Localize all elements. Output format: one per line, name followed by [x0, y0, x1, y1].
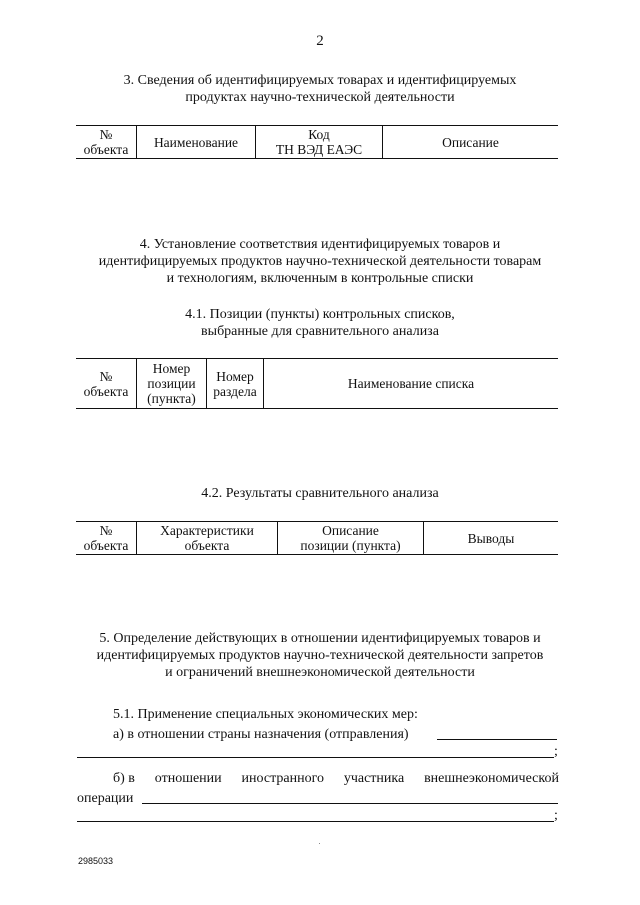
col-object-number	[76, 522, 137, 555]
item-a-fill-line-2[interactable]	[77, 757, 554, 758]
header-text: Номер	[152, 361, 191, 376]
col-conclusions: Выводы	[424, 522, 559, 555]
header-text: (пункта)	[147, 391, 196, 406]
header-text: позиции	[147, 376, 196, 391]
header-text: Код	[308, 127, 330, 142]
control-list-positions-table	[76, 358, 558, 409]
item-b-word: внешнеэкономической	[424, 771, 559, 786]
section4-title-line: идентифицируемых продуктов научно-технической деятельности товарам	[98, 254, 542, 269]
item-b-word: иностранного	[241, 771, 324, 786]
item-b-word: участника	[343, 771, 405, 786]
col-position-number	[137, 359, 207, 409]
section5-title-line: идентифицируемых продуктов научно-технической деятельности запретов	[96, 648, 544, 663]
header-text: №	[99, 368, 113, 384]
table-header-row	[76, 359, 558, 409]
header-text: №	[99, 523, 113, 538]
subsection-4-1-title	[60, 306, 580, 340]
item-b-word: отношении	[154, 771, 222, 786]
section4-title	[60, 236, 580, 287]
subsection-title-line: 4.1. Позиции (пункты) контрольных списков,	[185, 307, 455, 322]
page-number: 2	[316, 33, 324, 49]
col-object-number	[76, 126, 137, 159]
header-text: объекта	[184, 538, 230, 553]
table-header-row	[76, 522, 558, 555]
header-text: Номер	[216, 368, 254, 384]
section4-title-line: и технологиям, включенным в контрольные списки	[166, 271, 474, 286]
header-text: №	[99, 127, 113, 142]
item-b-fill-line-2[interactable]	[77, 821, 554, 822]
col-description: Описание	[383, 126, 559, 159]
item-a-fill-line-1[interactable]	[437, 739, 557, 740]
col-characteristics	[137, 522, 278, 555]
col-name: Наименование	[137, 126, 256, 159]
semicolon: ;	[554, 744, 558, 759]
table-header-row	[76, 126, 558, 159]
col-code	[256, 126, 383, 159]
item-b-continuation: операции	[77, 791, 134, 806]
header-text: Описание	[322, 523, 379, 538]
header-text: объекта	[83, 538, 129, 553]
item-b-word: б) в	[113, 771, 135, 786]
section5-title-line: и ограничений внешнеэкономической деятельности	[165, 665, 475, 680]
comparative-analysis-table	[76, 521, 558, 555]
header-text: Характеристики	[160, 523, 254, 538]
header-text: объекта	[83, 383, 129, 399]
semicolon: ;	[554, 808, 558, 823]
col-section-number	[207, 359, 264, 409]
header-text: ТН ВЭД ЕАЭС	[275, 142, 363, 157]
item-b-fill-line-1[interactable]	[142, 803, 558, 804]
item-b-label	[113, 770, 559, 787]
subsection-4-2-title: 4.2. Результаты сравнительного анализа	[201, 486, 439, 501]
section4-title-line: 4. Установление соответствия идентифицируемых товаров и	[139, 237, 501, 252]
header-text: позиции (пункта)	[300, 538, 401, 553]
header-text: объекта	[83, 142, 129, 157]
col-position-description	[278, 522, 424, 555]
section5-title-line: 5. Определение действующих в отношении идентифицируемых товаров и	[99, 631, 541, 646]
header-text: раздела	[213, 383, 257, 399]
col-object-number	[76, 359, 137, 409]
section3-title-line: 3. Сведения об идентифицируемых товарах и идентифицируемых	[123, 73, 517, 88]
subsection-title-line: выбранные для сравнительного анализа	[201, 324, 439, 339]
section5-title	[60, 630, 580, 681]
scan-mark	[319, 843, 320, 844]
item-a-label: а) в отношении страны назначения (отправления)	[113, 727, 409, 742]
col-list-name: Наименование списка	[264, 359, 559, 409]
subsection-5-1-title: 5.1. Применение специальных экономических мер:	[113, 707, 418, 722]
section3-title-line: продуктах научно-технической деятельности	[185, 90, 455, 105]
document-id: 2985033	[78, 856, 114, 866]
section3-title	[60, 72, 580, 106]
identified-goods-table	[76, 125, 558, 159]
